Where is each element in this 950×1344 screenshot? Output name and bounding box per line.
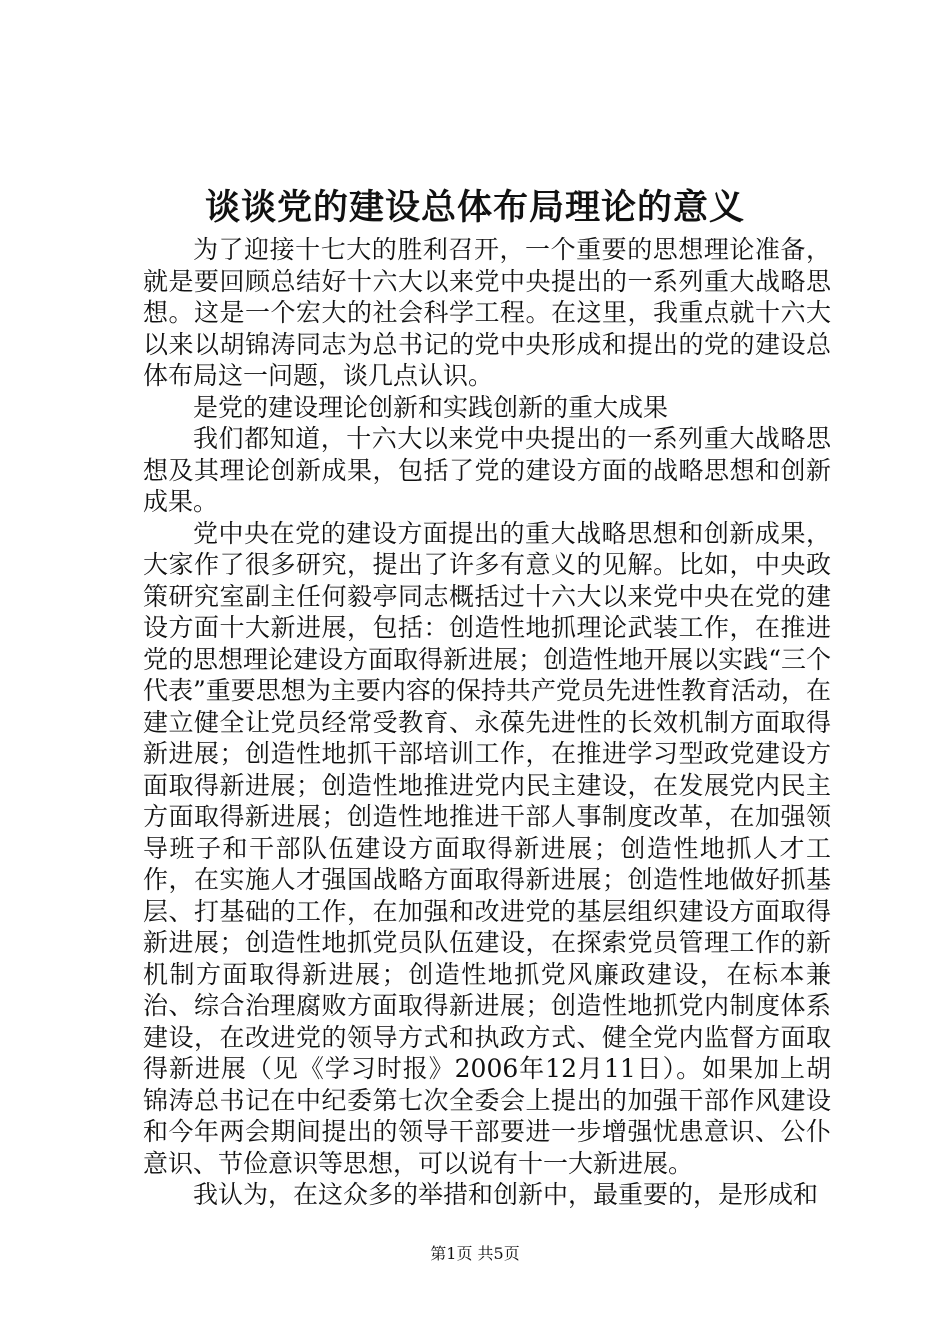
paragraph: 党中央在党的建设方面提出的重大战略思想和创新成果，大家作了很多研究，提出了许多有意义的见解。比如，中央政策研究室副主任何毅亭同志概括过十六大以来党中央在党的建设方面十大新进展，包括：创造性地抓理论武装工作，在推进党的思想理论建设方面取得新进展；创造性地开展以实践“三个代表”重要思想为主要内容的保持共产党员先进性教育活动，在建立健全让党员经常受教育、永葆先进性的长效机制方面取得新进展；创造性地抓干部培训工作，在推进学习型政党建设方面取得新进展；创造性地推进党内民主建设，在发展党内民主方面取得新进展；创造性地推进干部人事制度改革，在加强领导班子和干部队伍建设方面取得新进展；创造性地抓人才工作，在实施人才强国战略方面取得新进展；创造性地做好抓基层、打基础的工作，在加强和改进党的基层组织建设方面取得新进展；创造性地抓党员队伍建设，在探索党员管理工作的新机制方面取得新进展；创造性地抓党风廉政建设，在标本兼治、综合治理腐败方面取得新进展；创造性地抓党内制度体系建设，在改进党的领导方式和执政方式、健全党内监督方面取得新进展（见《学习时报》2006年12月11日）。如果加上胡锦涛总书记在中纪委第七次全委会上提出的加强干部作风建设和今年两会期间提出的领导干部要进一步增强忧患意识、公仆意识、节俭意识等思想，可以说有十一大新进展。	[143, 518, 831, 1178]
paragraph-intro: 为了迎接十七大的胜利召开，一个重要的思想理论准备，就是要回顾总结好十六大以来党中央提出的一系列重大战略思想。这是一个宏大的社会科学工程。在这里，我重点就十六大以来以胡锦涛同志为总书记的党中央形成和提出的党的建设总体布局这一问题，谈几点认识。	[143, 235, 831, 390]
section-heading: 是党的建设理论创新和实践创新的重大成果	[193, 392, 669, 422]
paragraph: 我认为，在这众多的举措和创新中，最重要的，是形成和	[193, 1180, 819, 1209]
paragraph: 我们都知道，十六大以来党中央提出的一系列重大战略思想及其理论创新成果，包括了党的建设方面的战略思想和创新成果。	[143, 424, 831, 516]
document-body	[143, 234, 831, 1211]
page-footer: 第1页 共5页	[430, 1244, 520, 1263]
document-title: 谈谈党的建设总体布局理论的意义	[204, 188, 745, 228]
